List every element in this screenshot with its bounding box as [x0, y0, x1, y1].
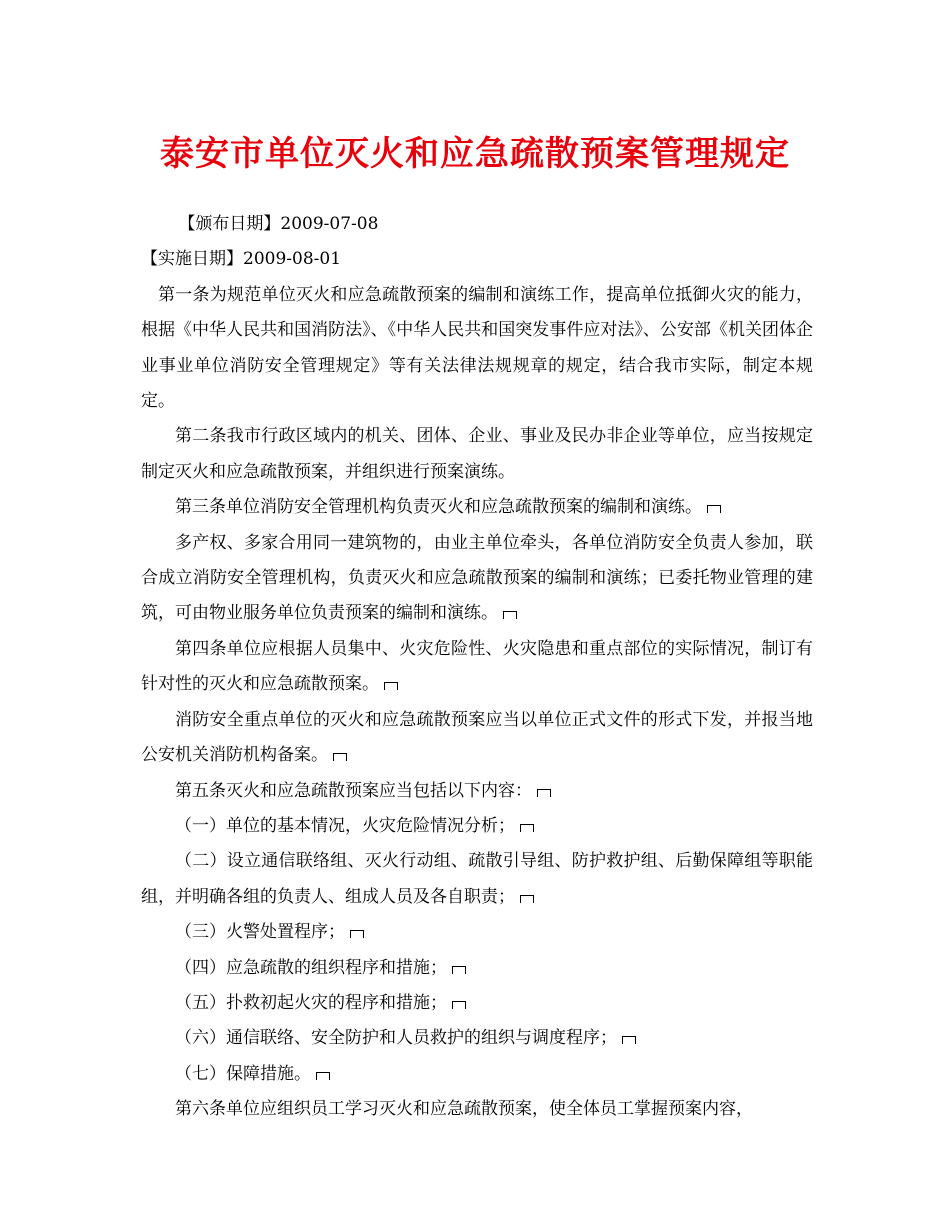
paragraph-mark-icon: [452, 966, 466, 974]
article-4-para-2: 消防安全重点单位的灭火和应急疏散预案应当以单位正式文件的形式下发，并报当地公安机关消防机构备案。: [141, 709, 813, 766]
paragraph-mark-icon: [503, 611, 517, 619]
article-6: 第六条单位应组织员工学习灭火和应急疏散预案，使全体员工掌握预案内容，: [175, 1099, 753, 1120]
publish-date-line: [141, 207, 813, 242]
article-2: 第二条我市行政区域内的机关、团体、企业、事业及民办非企业等单位，应当按规定制定灭火和应急疏散预案，并组织进行预案演练。: [141, 426, 813, 482]
paragraph-mark-icon: [333, 753, 347, 761]
effective-date-value: 2009-08-01: [243, 249, 342, 270]
article-5: 第五条灭火和应急疏散预案应当包括以下内容：: [141, 774, 813, 809]
article-5-item-3: （三）火警处置程序；: [141, 915, 813, 950]
paragraph-mark-icon: [537, 789, 551, 797]
article-1: 第一条为规范单位灭火和应急疏散预案的编制和演练工作，提高单位抵御火灾的能力，根据《中华人民共和国消防法》、《中华人民共和国突发事件应对法》、公安部《机关团体企业事业单位消防安全管理规定》等有关法律法规规章的规定，结合我市实际，制定本规定。: [141, 284, 813, 412]
article-5-item-1: （一）单位的基本情况，火灾危险情况分析；: [141, 809, 813, 844]
article-5-item-5: （五）扑救初起火灾的程序和措施；: [141, 986, 813, 1021]
article-3-para-2: 多产权、多家合用同一建筑物的，由业主单位牵头，各单位消防安全负责人参加，联合成立消防安全管理机构，负责灭火和应急疏散预案的编制和演练；已委托物业管理的建筑，可由物业服务单位负责预案的编制和演练。: [141, 532, 813, 624]
paragraph-mark-icon: [350, 930, 364, 938]
article-5-item-4: （四）应急疏散的组织程序和措施；: [141, 951, 813, 986]
effective-date-label: 【实施日期】: [141, 249, 243, 270]
paragraph-mark-icon: [452, 1001, 466, 1009]
paragraph-mark-icon: [520, 824, 534, 832]
paragraph-mark-icon: [520, 895, 534, 903]
effective-date-line: [141, 242, 813, 277]
paragraph-mark-icon: [622, 1036, 636, 1044]
paragraph-mark-icon: [707, 505, 721, 513]
article-4: 第四条单位应根据人员集中、火灾危险性、火灾隐患和重点部位的实际情况，制订有针对性的灭火和应急疏散预案。: [141, 638, 813, 695]
article-5-item-2: （二）设立通信联络组、灭火行动组、疏散引导组、防护救护组、后勤保障组等职能组，并明确各组的负责人、组成人员及各自职责；: [141, 851, 813, 907]
paragraph-mark-icon: [316, 1072, 330, 1080]
article-3: 第三条单位消防安全管理机构负责灭火和应急疏散预案的编制和演练。: [141, 490, 813, 525]
article-5-item-7: （七）保障措施。: [141, 1057, 813, 1092]
paragraph-mark-icon: [384, 682, 398, 690]
publish-date-value: 2009-07-08: [280, 214, 379, 234]
article-5-item-6: （六）通信联络、安全防护和人员救护的组织与调度程序；: [141, 1021, 813, 1056]
publish-date-label: 【颁布日期】: [178, 214, 281, 234]
document-title: 泰安市单位灭火和应急疏散预案管理规定: [160, 134, 790, 174]
document-body: [141, 207, 813, 1128]
